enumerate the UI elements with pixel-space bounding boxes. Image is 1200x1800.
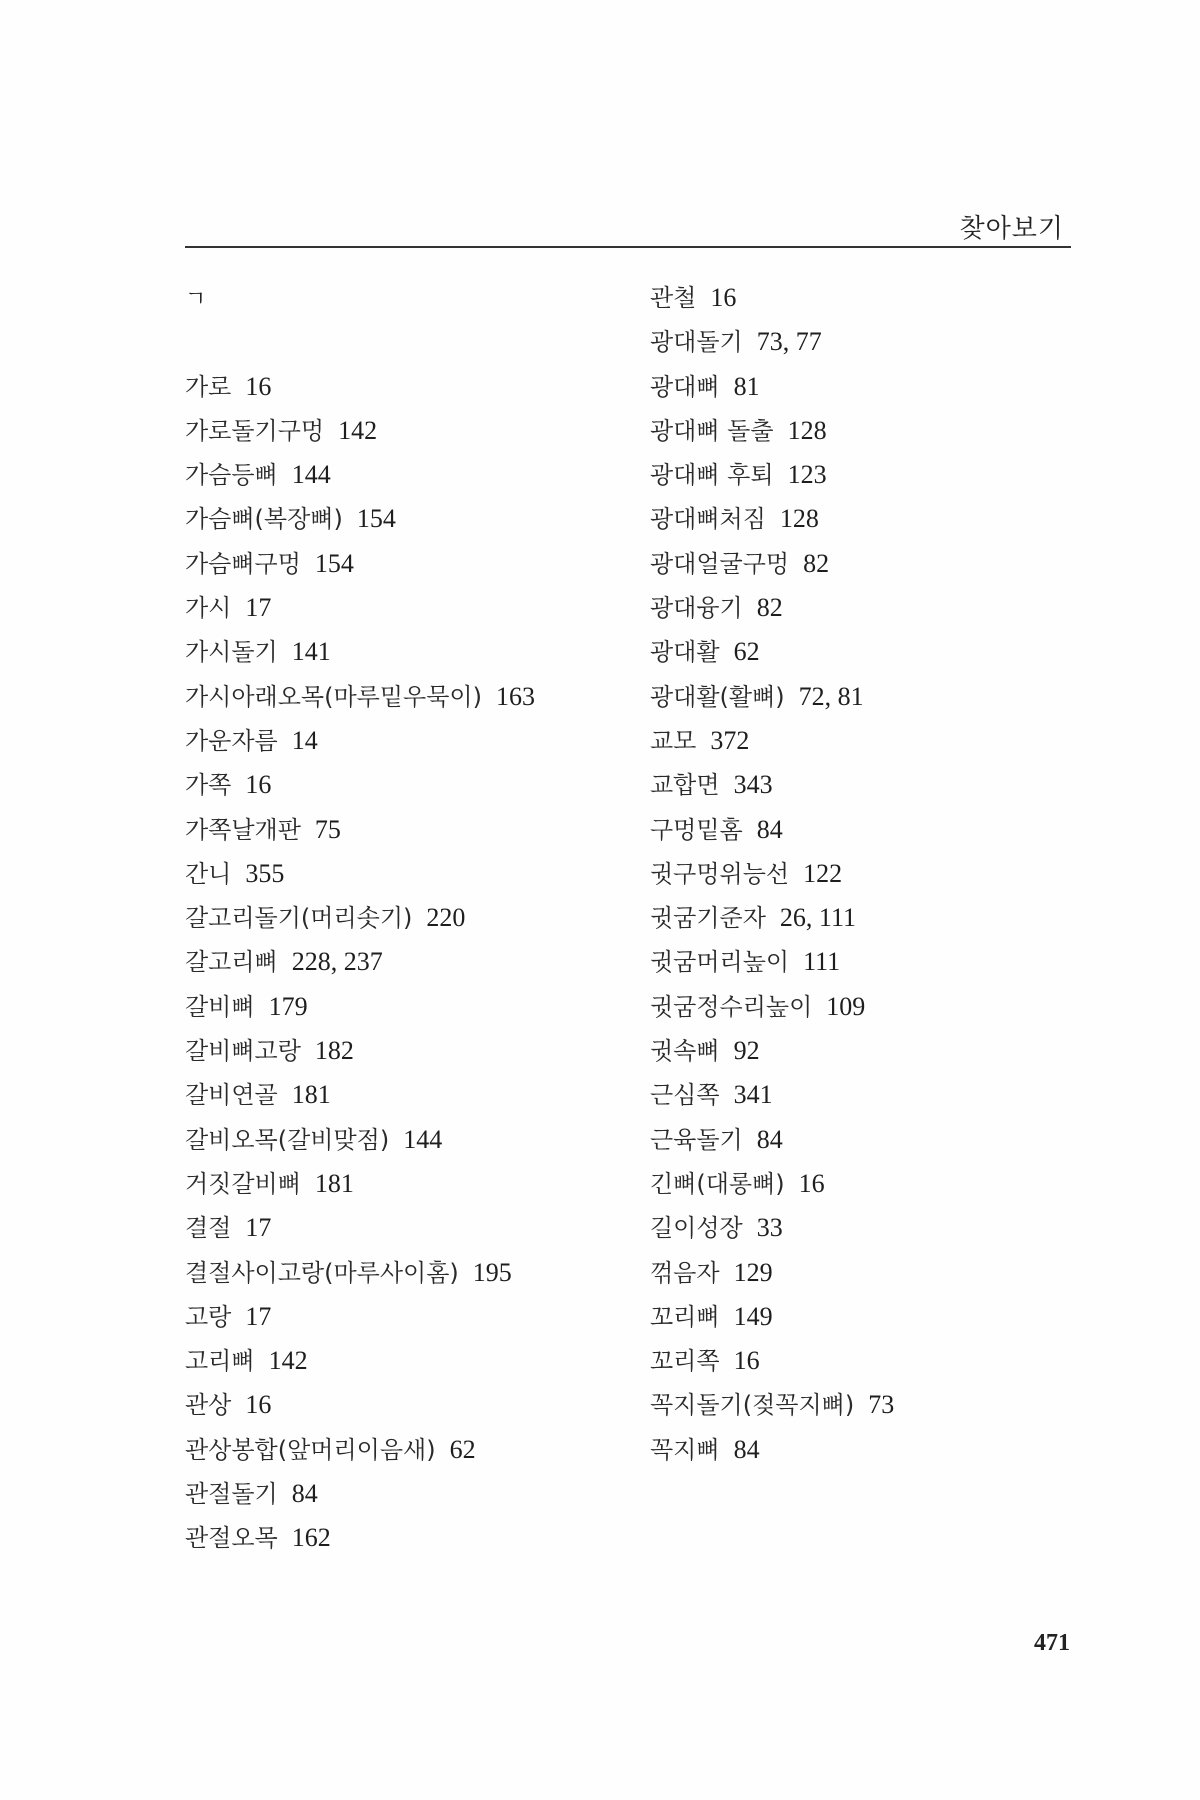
index-term: 꼬리뼈 (650, 1302, 720, 1331)
index-entry (185, 1428, 625, 1472)
index-term: 간니 (185, 859, 232, 888)
index-page-refs: 16 (733, 1346, 760, 1376)
index-term: 귓속뼈 (650, 1037, 720, 1066)
index-term: 광대뼈 (650, 372, 720, 401)
index-term: 꼭지돌기(젖꼭지뼈) (650, 1391, 855, 1420)
index-term: 광대활(활뼈) (650, 682, 785, 711)
index-page-refs: 16 (245, 371, 272, 401)
index-term: 가운자름 (185, 726, 278, 755)
index-entry (650, 1339, 1080, 1383)
index-term: 가쪽 (185, 771, 232, 800)
index-entry (185, 630, 625, 674)
index-term: 가시돌기 (185, 638, 278, 667)
index-entry (650, 763, 1080, 807)
index-term: 길이성장 (650, 1214, 743, 1243)
index-entry (185, 896, 625, 940)
index-entry (650, 630, 1080, 674)
index-page-refs: 92 (733, 1036, 760, 1066)
index-term: 광대뼈 돌출 (650, 416, 774, 445)
index-page-refs: 14 (291, 725, 318, 755)
index-term: 교모 (650, 726, 697, 755)
index-term: 관상봉합(앞머리이음새) (185, 1435, 436, 1464)
index-term: 귓굼정수리높이 (650, 992, 813, 1021)
index-entry (650, 1029, 1080, 1073)
header-rule (185, 246, 1071, 248)
index-entry (185, 1162, 625, 1206)
section-spacer (185, 320, 625, 364)
index-page-refs: 17 (245, 1213, 272, 1243)
index-page-refs: 144 (403, 1124, 443, 1154)
index-column-left (185, 276, 625, 1561)
index-term: 갈고리뼈 (185, 948, 278, 977)
index-entry (185, 852, 625, 896)
index-page-refs: 62 (733, 637, 760, 667)
index-term: 꼬리쪽 (650, 1347, 720, 1376)
index-page-refs: 82 (803, 548, 830, 578)
index-entry (650, 896, 1080, 940)
index-entry (185, 542, 625, 586)
index-page-refs: 16 (798, 1168, 825, 1198)
index-entry (185, 940, 625, 984)
index-page-refs: 129 (733, 1257, 773, 1287)
index-page-refs: 84 (756, 814, 783, 844)
index-page-refs: 84 (756, 1124, 783, 1154)
section-letter (185, 276, 625, 320)
index-page-refs: 149 (733, 1301, 773, 1331)
running-header: 찾아보기 (959, 214, 1064, 244)
index-entry (650, 852, 1080, 896)
index-term: 꼭지뼈 (650, 1435, 720, 1464)
index-entry (185, 497, 625, 541)
index-entry (650, 675, 1080, 719)
index-term: 관상 (185, 1391, 232, 1420)
index-page-refs: 144 (291, 460, 331, 490)
index-page-refs: 154 (314, 548, 354, 578)
index-page-refs: 122 (803, 858, 843, 888)
index-term: 광대뼈처짐 (650, 505, 766, 534)
index-entry (185, 1339, 625, 1383)
index-term: 근육돌기 (650, 1125, 743, 1154)
index-page-refs: 73, 77 (756, 327, 822, 357)
index-term: 고리뼈 (185, 1347, 255, 1376)
index-entry (650, 365, 1080, 409)
index-entry (185, 1206, 625, 1250)
index-entry (650, 1206, 1080, 1250)
index-page-refs: 163 (495, 681, 535, 711)
index-entry (650, 453, 1080, 497)
index-page-refs: 109 (826, 991, 866, 1021)
section-letter-text: ㄱ (185, 287, 207, 312)
index-entry (650, 1073, 1080, 1117)
index-page-refs: 181 (314, 1168, 354, 1198)
index-page-refs: 141 (291, 637, 331, 667)
index-term: 귓구멍위능선 (650, 859, 790, 888)
index-page-refs: 154 (356, 504, 396, 534)
index-term: 가로돌기구멍 (185, 416, 325, 445)
index-term: 관절오목 (185, 1524, 278, 1553)
index-term: 갈고리돌기(머리솟기) (185, 904, 413, 933)
index-page-refs: 128 (779, 504, 819, 534)
index-term: 가슴뼈구멍 (185, 549, 301, 578)
index-page-refs: 33 (756, 1213, 783, 1243)
index-page-refs: 72, 81 (798, 681, 864, 711)
index-entry (650, 1428, 1080, 1472)
index-term: 긴뼈(대롱뼈) (650, 1169, 785, 1198)
index-page-refs: 111 (803, 947, 841, 977)
index-term: 광대얼굴구멍 (650, 549, 790, 578)
index-entry (650, 586, 1080, 630)
index-entry (185, 1029, 625, 1073)
index-term: 교합면 (650, 771, 720, 800)
index-term: 관철 (650, 284, 697, 312)
index-entry (650, 1118, 1080, 1162)
index-page-refs: 179 (268, 991, 308, 1021)
index-term: 결절 (185, 1214, 232, 1243)
index-term: 갈비오목(갈비맞점) (185, 1125, 390, 1154)
index-term: 갈비연골 (185, 1081, 278, 1110)
index-entry (185, 808, 625, 852)
index-entry (650, 409, 1080, 453)
index-term: 광대뼈 후퇴 (650, 461, 774, 490)
index-entry (650, 1295, 1080, 1339)
index-page-refs: 81 (733, 371, 760, 401)
index-term: 가로 (185, 372, 232, 401)
index-page-refs: 195 (472, 1257, 512, 1287)
index-page-refs: 82 (756, 593, 783, 623)
index-page-refs: 128 (787, 415, 827, 445)
index-page-refs: 181 (291, 1080, 331, 1110)
index-term: 고랑 (185, 1302, 232, 1331)
index-term: 광대활 (650, 638, 720, 667)
index-page-refs: 123 (787, 460, 827, 490)
index-entry (185, 763, 625, 807)
index-entry (650, 320, 1080, 364)
index-page-refs: 17 (245, 1301, 272, 1331)
index-entry (185, 1251, 625, 1295)
index-page-refs: 355 (245, 858, 285, 888)
index-term: 구멍밑홈 (650, 815, 743, 844)
index-term: 관절돌기 (185, 1480, 278, 1509)
index-term: 가슴뼈(복장뼈) (185, 505, 343, 534)
index-page-refs: 142 (338, 415, 378, 445)
index-column-right (650, 276, 1080, 1472)
index-entry (185, 1516, 625, 1560)
index-entry (185, 453, 625, 497)
index-entry (185, 1383, 625, 1427)
index-entry (185, 409, 625, 453)
index-term: 귓굼머리높이 (650, 948, 790, 977)
index-page-refs: 162 (291, 1523, 331, 1553)
index-page-refs: 62 (449, 1434, 476, 1464)
index-entry (650, 1383, 1080, 1427)
index-term: 광대돌기 (650, 328, 743, 357)
index-term: 가슴등뼈 (185, 461, 278, 490)
index-term: 근심쪽 (650, 1081, 720, 1110)
index-page-refs: 220 (426, 903, 466, 933)
index-page-refs: 341 (733, 1080, 773, 1110)
index-entry (650, 985, 1080, 1029)
index-entry (650, 719, 1080, 763)
index-page-refs: 182 (314, 1036, 354, 1066)
index-page-refs: 142 (268, 1346, 308, 1376)
index-entry (185, 719, 625, 763)
index-term: 결절사이고랑(마루사이홈) (185, 1258, 459, 1287)
index-page-refs: 26, 111 (779, 903, 856, 933)
index-page-refs: 228, 237 (291, 947, 383, 977)
index-page-refs: 17 (245, 593, 272, 623)
index-entry (185, 365, 625, 409)
index-entry (650, 940, 1080, 984)
index-entry (650, 276, 1080, 320)
index-page-refs: 84 (291, 1479, 318, 1509)
index-entry (185, 985, 625, 1029)
index-term: 가시 (185, 594, 232, 623)
index-entry (185, 586, 625, 630)
index-term: 가쪽날개판 (185, 815, 301, 844)
index-entry (185, 1295, 625, 1339)
index-term: 귓굼기준자 (650, 904, 766, 933)
index-entry (650, 542, 1080, 586)
index-page-refs: 73 (868, 1390, 895, 1420)
index-page-refs: 16 (245, 770, 272, 800)
index-term: 갈비뼈 (185, 992, 255, 1021)
index-entry (185, 1118, 625, 1162)
index-term: 거짓갈비뼈 (185, 1169, 301, 1198)
index-page-refs: 343 (733, 770, 773, 800)
page-number: 471 (1034, 1630, 1070, 1656)
index-page-refs: 84 (733, 1434, 760, 1464)
index-term: 갈비뼈고랑 (185, 1037, 301, 1066)
index-term: 광대융기 (650, 594, 743, 623)
index-entry (185, 1472, 625, 1516)
index-entry (650, 497, 1080, 541)
index-entry (650, 1162, 1080, 1206)
index-page-refs: 16 (710, 283, 737, 312)
index-page-refs: 16 (245, 1390, 272, 1420)
index-entry (650, 808, 1080, 852)
index-entry (185, 675, 625, 719)
index-entry (185, 1073, 625, 1117)
index-entry (650, 1251, 1080, 1295)
index-page-refs: 372 (710, 725, 750, 755)
index-page-refs: 75 (314, 814, 341, 844)
index-term: 꺾음자 (650, 1258, 720, 1287)
index-term: 가시아래오목(마루밑우묵이) (185, 682, 482, 711)
